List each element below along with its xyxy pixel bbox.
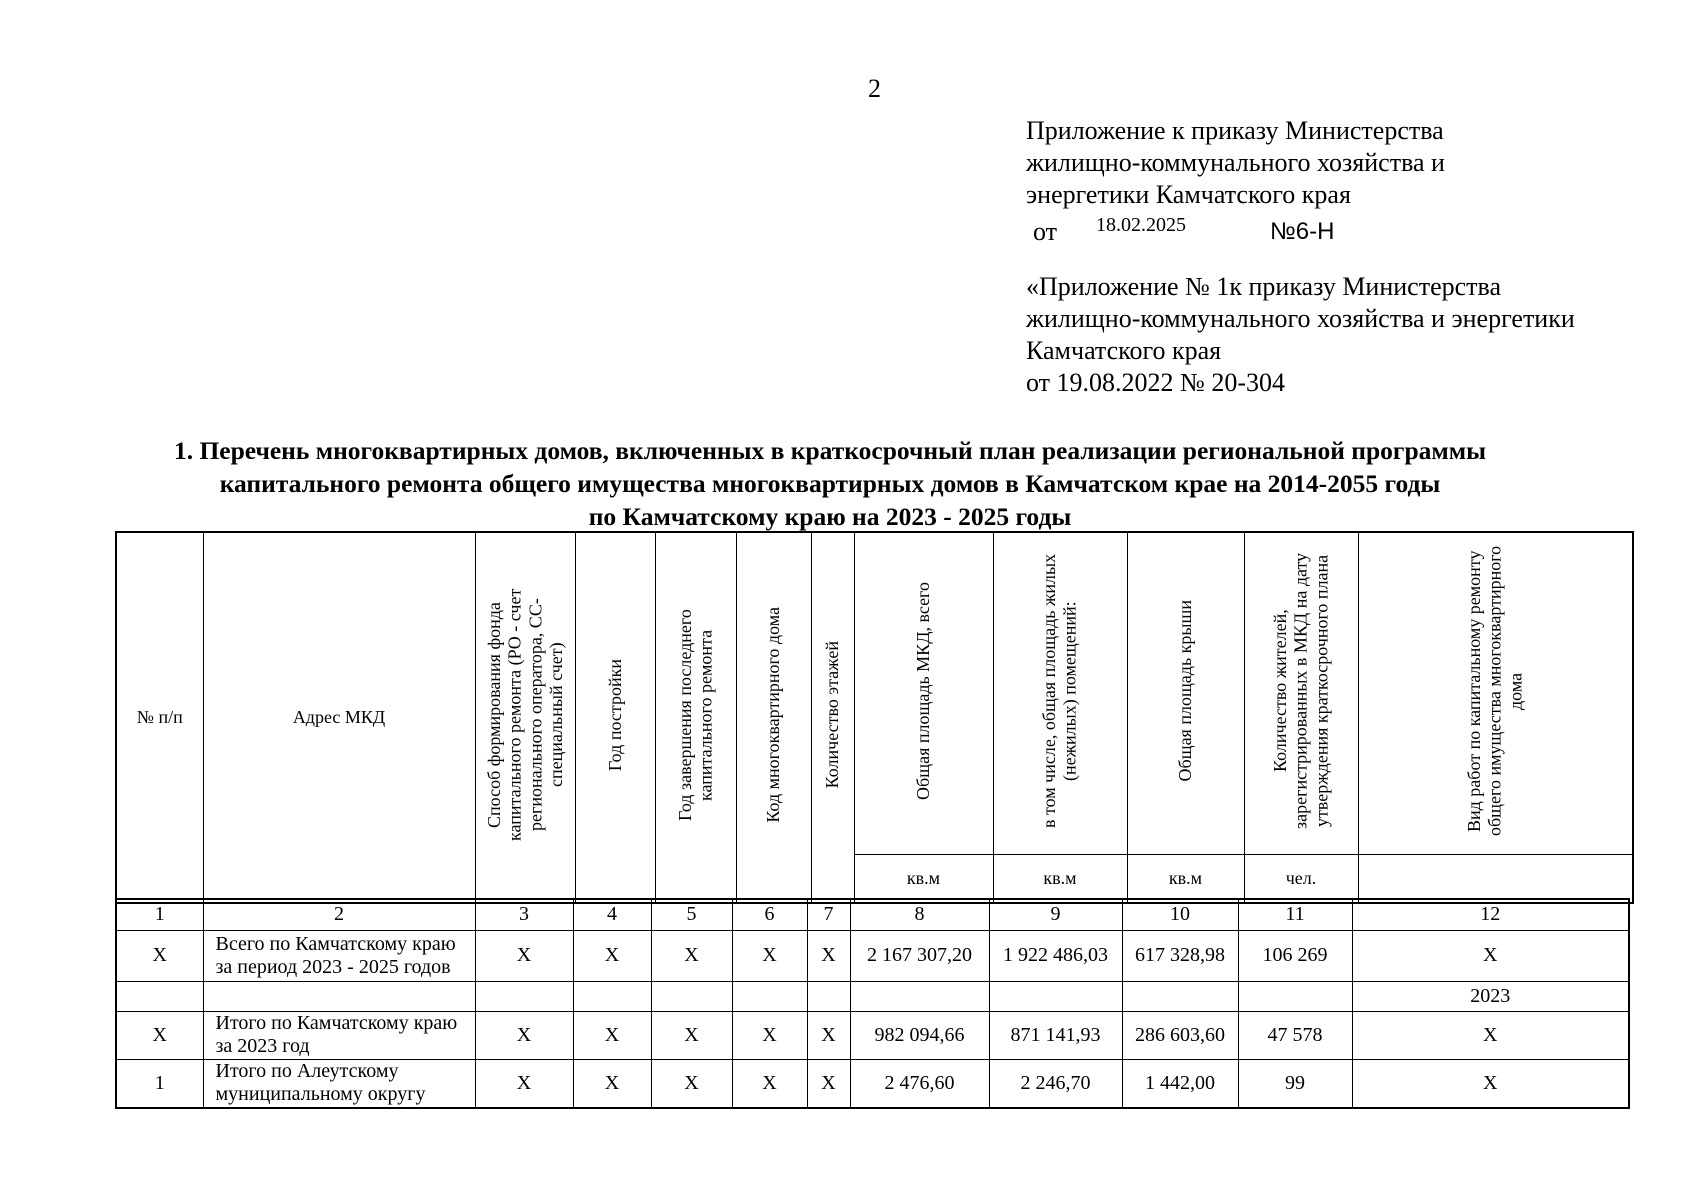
cell-funding-method: X: [475, 930, 573, 981]
col-number: 12: [1352, 899, 1629, 930]
header-floors-label: Количество этажей: [822, 641, 843, 789]
cell-work-type: X: [1352, 1011, 1629, 1059]
header-total-area-label: Общая площадь МКД, всего: [913, 582, 934, 800]
data-table: [115, 898, 1630, 1109]
header-residents: [1244, 532, 1358, 855]
header-funding-method: [475, 532, 575, 903]
column-number-row: [116, 899, 1629, 930]
header-table: [115, 531, 1634, 904]
header-total-area: [854, 532, 993, 855]
table-row: [116, 930, 1629, 981]
col-number: 4: [573, 899, 651, 930]
appendix-line-1: Приложение к приказу Министерства: [1026, 116, 1444, 145]
cell-living-area: 1 922 486,03: [989, 930, 1122, 981]
header-work-type: [1358, 532, 1633, 855]
cell-roof-area: 286 603,60: [1122, 1011, 1238, 1059]
order-number: №6-Н: [1270, 218, 1335, 245]
col-number: 9: [989, 899, 1122, 930]
title-line-2: капитального ремонта общего имущества многоквартирных домов в Камчатском крае на 2014-2055 годы: [219, 469, 1441, 498]
unit-residents: чел.: [1244, 855, 1358, 903]
col-number: 10: [1122, 899, 1238, 930]
col-number: 1: [116, 899, 203, 930]
header-work-type-label: Вид работ по капитальному ремонту общего имущества многоквартирного дома: [1464, 545, 1526, 837]
cell-building-code: X: [732, 930, 807, 981]
header-living-area-label: в том числе, общая площадь жилых (нежилых) помещений:: [1039, 553, 1080, 829]
header-row: [116, 532, 1633, 855]
header-building-code: [736, 532, 811, 903]
cell-building-code: X: [732, 1011, 807, 1059]
cell-total-area: 982 094,66: [850, 1011, 989, 1059]
cell-no: X: [116, 1011, 203, 1059]
header-floors: [811, 532, 854, 903]
cell-year: 2023: [1352, 981, 1629, 1011]
cell-living-area: 871 141,93: [989, 1011, 1122, 1059]
order-from-label: от: [1033, 217, 1058, 246]
title-line-3: по Камчатскому краю на 2023 - 2025 годы: [588, 502, 1072, 531]
cell-floors: X: [807, 930, 850, 981]
cell-building-code: X: [732, 1059, 807, 1108]
page-number: 2: [868, 74, 881, 103]
col-number: 11: [1238, 899, 1352, 930]
col-number: 3: [475, 899, 573, 930]
col-number: 6: [732, 899, 807, 930]
appendix-quoted-line-4: от 19.08.2022 № 20-304: [1026, 368, 1285, 397]
col-number: 8: [850, 899, 989, 930]
cell-last-repair-year: X: [651, 1059, 732, 1108]
cell-floors: X: [807, 1011, 850, 1059]
header-funding-method-label: Способ формирования фонда капитального ремонта (РО - счет регионального оператора, СС- специальный счет): [483, 588, 566, 841]
appendix-quoted-line-2: жилищно-коммунального хозяйства и энергетики: [1026, 304, 1575, 333]
header-build-year-label: Год постройки: [604, 658, 625, 771]
cell-work-type: X: [1352, 1059, 1629, 1108]
cell-address: Всего по Камчатскому краю за период 2023 - 2025 годов: [203, 930, 475, 981]
appendix-quoted-block: [1026, 271, 1575, 399]
cell-residents: 99: [1238, 1059, 1352, 1108]
cell-no: X: [116, 930, 203, 981]
header-residents-label: Количество жителей, зарегистрированных в МКД на дату утверждения краткосрочного плана: [1269, 552, 1332, 830]
appendix-block: [1026, 115, 1445, 211]
appendix-line-3: энергетики Камчатского края: [1026, 180, 1351, 209]
header-building-code-label: Код многоквартирного дома: [763, 606, 784, 823]
cell-build-year: X: [573, 930, 651, 981]
cell-total-area: 2 167 307,20: [850, 930, 989, 981]
cell-build-year: X: [573, 1059, 651, 1108]
unit-total-area: кв.м: [854, 855, 993, 903]
title-line-1: 1. Перечень многоквартирных домов, включенных в краткосрочный план реализации региональной программы: [173, 436, 1487, 465]
cell-roof-area: 617 328,98: [1122, 930, 1238, 981]
cell-roof-area: 1 442,00: [1122, 1059, 1238, 1108]
header-address: [203, 532, 475, 903]
cell-funding-method: X: [475, 1011, 573, 1059]
cell-floors: X: [807, 1059, 850, 1108]
cell-residents: 47 578: [1238, 1011, 1352, 1059]
cell-address: Итого по Алеутскому муниципальному округу: [203, 1059, 475, 1108]
col-number: 2: [203, 899, 475, 930]
unit-work-type: [1358, 855, 1633, 903]
header-roof-area-label: Общая площадь крыши: [1175, 600, 1196, 782]
document-title: [100, 434, 1560, 533]
header-last-repair-label: Год завершения последнего капитального ремонта: [674, 608, 716, 821]
col-number: 5: [651, 899, 732, 930]
header-address-label: Адрес МКД: [292, 706, 386, 727]
cell-address: Итого по Камчатскому краю за 2023 год: [203, 1011, 475, 1059]
cell-residents: 106 269: [1238, 930, 1352, 981]
table-row: [116, 1011, 1629, 1059]
cell-last-repair-year: X: [651, 1011, 732, 1059]
unit-roof-area: кв.м: [1127, 855, 1244, 903]
appendix-quoted-line-1: «Приложение № 1к приказу Министерства: [1026, 272, 1501, 301]
cell-build-year: X: [573, 1011, 651, 1059]
col-number: 7: [807, 899, 850, 930]
cell-total-area: 2 476,60: [850, 1059, 989, 1108]
cell-work-type: X: [1352, 930, 1629, 981]
header-build-year: [575, 532, 655, 903]
cell-no: 1: [116, 1059, 203, 1108]
header-no: [116, 532, 203, 903]
unit-living-area: кв.м: [993, 855, 1127, 903]
table-row: [116, 1059, 1629, 1108]
cell-last-repair-year: X: [651, 930, 732, 981]
order-date: 18.02.2025: [1096, 214, 1186, 236]
cell-living-area: 2 246,70: [989, 1059, 1122, 1108]
appendix-quoted-line-3: Камчатского края: [1026, 336, 1222, 365]
header-no-label: № п/п: [136, 706, 183, 727]
header-roof-area: [1127, 532, 1244, 855]
header-last-repair-year: [655, 532, 736, 903]
appendix-line-2: жилищно-коммунального хозяйства и: [1026, 148, 1445, 177]
cell-funding-method: X: [475, 1059, 573, 1108]
header-living-area: [993, 532, 1127, 855]
year-row: [116, 981, 1629, 1011]
